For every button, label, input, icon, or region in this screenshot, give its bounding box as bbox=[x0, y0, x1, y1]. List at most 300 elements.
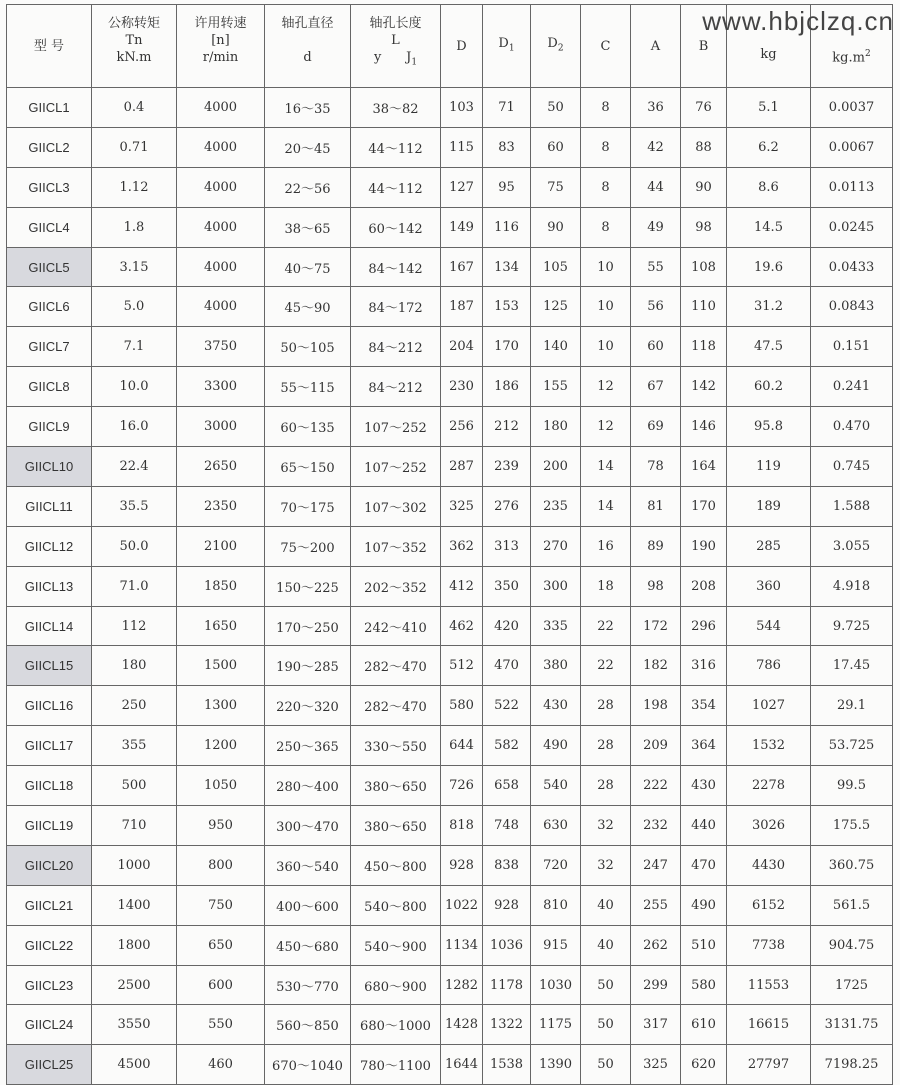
cell-b: 164 bbox=[681, 447, 727, 487]
cell-tn: 4500 bbox=[92, 1045, 177, 1085]
cell-d2: 140 bbox=[531, 327, 581, 367]
cell-tn: 50.0 bbox=[92, 526, 177, 566]
cell-d2: 200 bbox=[531, 447, 581, 487]
cell-b: 296 bbox=[681, 606, 727, 646]
cell-tn: 22.4 bbox=[92, 447, 177, 487]
cell-b: 142 bbox=[681, 367, 727, 407]
cell-d2: 75 bbox=[531, 167, 581, 207]
table-row bbox=[7, 486, 893, 526]
cell-d2: 300 bbox=[531, 566, 581, 606]
cell-d: 250～365 bbox=[265, 726, 351, 766]
table-row bbox=[7, 367, 893, 407]
header-D2: $D_2$ bbox=[531, 5, 581, 88]
cell-a: 60 bbox=[631, 327, 681, 367]
cell-tn: 35.5 bbox=[92, 486, 177, 526]
cell-a: 325 bbox=[631, 1045, 681, 1085]
cell-tn: 1.12 bbox=[92, 167, 177, 207]
cell-kgm2: 9.725 bbox=[811, 606, 893, 646]
cell-model: GIICL9 bbox=[7, 407, 92, 447]
cell-b: 146 bbox=[681, 407, 727, 447]
cell-c: 14 bbox=[581, 447, 631, 487]
cell-kg: 3026 bbox=[727, 806, 811, 846]
cell-kg: 47.5 bbox=[727, 327, 811, 367]
table-row bbox=[7, 845, 893, 885]
cell-b: 430 bbox=[681, 766, 727, 806]
cell-d1: 838 bbox=[483, 845, 531, 885]
header-B: B bbox=[681, 5, 727, 88]
cell-l: 202～352 bbox=[351, 566, 441, 606]
cell-kg: 786 bbox=[727, 646, 811, 686]
cell-d: 50～105 bbox=[265, 327, 351, 367]
cell-d: 300～470 bbox=[265, 806, 351, 846]
cell-d1: 582 bbox=[483, 726, 531, 766]
cell-kg: 31.2 bbox=[727, 287, 811, 327]
cell-tn: 112 bbox=[92, 606, 177, 646]
cell-kgm2: 99.5 bbox=[811, 766, 893, 806]
cell-d1: 276 bbox=[483, 486, 531, 526]
cell-d: 167 bbox=[441, 247, 483, 287]
cell-kgm2: 0.470 bbox=[811, 407, 893, 447]
table-row bbox=[7, 965, 893, 1005]
cell-d2: 630 bbox=[531, 806, 581, 846]
cell-b: 470 bbox=[681, 845, 727, 885]
table-row bbox=[7, 287, 893, 327]
cell-l: 450～800 bbox=[351, 845, 441, 885]
cell-d: 726 bbox=[441, 766, 483, 806]
cell-a: 198 bbox=[631, 686, 681, 726]
cell-d1: 170 bbox=[483, 327, 531, 367]
cell-tn: 10.0 bbox=[92, 367, 177, 407]
cell-b: 208 bbox=[681, 566, 727, 606]
cell-d: 325 bbox=[441, 486, 483, 526]
cell-kgm2: 0.0843 bbox=[811, 287, 893, 327]
cell-d: 1644 bbox=[441, 1045, 483, 1085]
cell-model: GIICL19 bbox=[7, 806, 92, 846]
cell-d2: 270 bbox=[531, 526, 581, 566]
cell-b: 620 bbox=[681, 1045, 727, 1085]
cell-c: 32 bbox=[581, 806, 631, 846]
cell-d: 530～770 bbox=[265, 965, 351, 1005]
cell-tn: 16.0 bbox=[92, 407, 177, 447]
cell-kg: 4430 bbox=[727, 845, 811, 885]
cell-c: 32 bbox=[581, 845, 631, 885]
table-row bbox=[7, 167, 893, 207]
cell-kgm2: 0.151 bbox=[811, 327, 893, 367]
cell-d: 65～150 bbox=[265, 447, 351, 487]
cell-d: 560～850 bbox=[265, 1005, 351, 1045]
cell-n: 4000 bbox=[177, 207, 265, 247]
cell-a: 98 bbox=[631, 566, 681, 606]
table-row bbox=[7, 247, 893, 287]
cell-d1: 1036 bbox=[483, 925, 531, 965]
cell-tn: 3.15 bbox=[92, 247, 177, 287]
cell-d: 75～200 bbox=[265, 526, 351, 566]
cell-kgm2: 0.0037 bbox=[811, 88, 893, 128]
cell-d1: 522 bbox=[483, 686, 531, 726]
table-row bbox=[7, 526, 893, 566]
cell-kgm2: 0.745 bbox=[811, 447, 893, 487]
cell-d: 55～115 bbox=[265, 367, 351, 407]
cell-b: 90 bbox=[681, 167, 727, 207]
cell-d: 1428 bbox=[441, 1005, 483, 1045]
cell-b: 88 bbox=[681, 127, 727, 167]
cell-tn: 500 bbox=[92, 766, 177, 806]
cell-c: 18 bbox=[581, 566, 631, 606]
cell-d: 512 bbox=[441, 646, 483, 686]
cell-b: 490 bbox=[681, 885, 727, 925]
cell-model: GIICL15 bbox=[7, 646, 92, 686]
cell-l: 38～82 bbox=[351, 88, 441, 128]
cell-model: GIICL18 bbox=[7, 766, 92, 806]
cell-model: GIICL16 bbox=[7, 686, 92, 726]
cell-model: GIICL22 bbox=[7, 925, 92, 965]
cell-tn: 180 bbox=[92, 646, 177, 686]
cell-n: 4000 bbox=[177, 127, 265, 167]
site-watermark: www.hbjclzq.cn bbox=[702, 6, 894, 36]
table-body bbox=[7, 88, 893, 1085]
cell-d1: 658 bbox=[483, 766, 531, 806]
cell-d1: 1538 bbox=[483, 1045, 531, 1085]
cell-b: 108 bbox=[681, 247, 727, 287]
cell-l: 107～352 bbox=[351, 526, 441, 566]
cell-a: 317 bbox=[631, 1005, 681, 1045]
cell-d: 22～56 bbox=[265, 167, 351, 207]
cell-tn: 3550 bbox=[92, 1005, 177, 1045]
cell-l: 107～252 bbox=[351, 407, 441, 447]
cell-l: 282～470 bbox=[351, 646, 441, 686]
cell-d1: 350 bbox=[483, 566, 531, 606]
cell-d2: 90 bbox=[531, 207, 581, 247]
cell-d2: 1390 bbox=[531, 1045, 581, 1085]
header-speed: 许用转速 [n] r/min bbox=[177, 5, 265, 88]
cell-d2: 1030 bbox=[531, 965, 581, 1005]
cell-c: 28 bbox=[581, 686, 631, 726]
cell-n: 3300 bbox=[177, 367, 265, 407]
cell-b: 440 bbox=[681, 806, 727, 846]
cell-l: 780～1100 bbox=[351, 1045, 441, 1085]
cell-model: GIICL6 bbox=[7, 287, 92, 327]
table-row bbox=[7, 606, 893, 646]
cell-d1: 239 bbox=[483, 447, 531, 487]
cell-n: 3750 bbox=[177, 327, 265, 367]
cell-l: 84～212 bbox=[351, 327, 441, 367]
cell-d: 149 bbox=[441, 207, 483, 247]
cell-d: 115 bbox=[441, 127, 483, 167]
cell-a: 67 bbox=[631, 367, 681, 407]
cell-b: 354 bbox=[681, 686, 727, 726]
cell-n: 1050 bbox=[177, 766, 265, 806]
cell-model: GIICL3 bbox=[7, 167, 92, 207]
header-bore-diameter: 轴孔直径 d bbox=[265, 5, 351, 88]
cell-tn: 355 bbox=[92, 726, 177, 766]
cell-l: 60～142 bbox=[351, 207, 441, 247]
cell-d: 230 bbox=[441, 367, 483, 407]
cell-d: 45～90 bbox=[265, 287, 351, 327]
cell-c: 8 bbox=[581, 167, 631, 207]
cell-kg: 119 bbox=[727, 447, 811, 487]
cell-model: GIICL12 bbox=[7, 526, 92, 566]
cell-d1: 95 bbox=[483, 167, 531, 207]
cell-d2: 155 bbox=[531, 367, 581, 407]
cell-c: 40 bbox=[581, 925, 631, 965]
table-row bbox=[7, 207, 893, 247]
cell-kgm2: 29.1 bbox=[811, 686, 893, 726]
cell-d: 818 bbox=[441, 806, 483, 846]
cell-b: 610 bbox=[681, 1005, 727, 1045]
cell-kg: 2278 bbox=[727, 766, 811, 806]
cell-b: 110 bbox=[681, 287, 727, 327]
cell-d1: 153 bbox=[483, 287, 531, 327]
cell-a: 56 bbox=[631, 287, 681, 327]
cell-b: 580 bbox=[681, 965, 727, 1005]
cell-c: 8 bbox=[581, 127, 631, 167]
cell-tn: 2500 bbox=[92, 965, 177, 1005]
cell-kgm2: 360.75 bbox=[811, 845, 893, 885]
cell-model: GIICL8 bbox=[7, 367, 92, 407]
cell-b: 364 bbox=[681, 726, 727, 766]
cell-kg: 6152 bbox=[727, 885, 811, 925]
table-row bbox=[7, 646, 893, 686]
cell-d1: 420 bbox=[483, 606, 531, 646]
cell-d: 20～45 bbox=[265, 127, 351, 167]
cell-d2: 490 bbox=[531, 726, 581, 766]
table-row bbox=[7, 726, 893, 766]
cell-kg: 14.5 bbox=[727, 207, 811, 247]
cell-l: 680～900 bbox=[351, 965, 441, 1005]
cell-b: 98 bbox=[681, 207, 727, 247]
cell-kgm2: 0.0245 bbox=[811, 207, 893, 247]
cell-kg: 285 bbox=[727, 526, 811, 566]
cell-kgm2: 0.0433 bbox=[811, 247, 893, 287]
cell-d: 150～225 bbox=[265, 566, 351, 606]
cell-n: 1200 bbox=[177, 726, 265, 766]
cell-a: 247 bbox=[631, 845, 681, 885]
header-torque: 公称转矩 Tn kN.m bbox=[92, 5, 177, 88]
header-mass: kg bbox=[727, 5, 811, 88]
cell-a: 262 bbox=[631, 925, 681, 965]
cell-kgm2: 175.5 bbox=[811, 806, 893, 846]
cell-d1: 83 bbox=[483, 127, 531, 167]
cell-d2: 60 bbox=[531, 127, 581, 167]
cell-a: 55 bbox=[631, 247, 681, 287]
header-D: D bbox=[441, 5, 483, 88]
cell-n: 4000 bbox=[177, 167, 265, 207]
header-inertia: $kg.m^2$ bbox=[811, 5, 893, 88]
cell-n: 4000 bbox=[177, 287, 265, 327]
cell-c: 10 bbox=[581, 247, 631, 287]
cell-kg: 1027 bbox=[727, 686, 811, 726]
cell-c: 8 bbox=[581, 88, 631, 128]
cell-model: GIICL1 bbox=[7, 88, 92, 128]
cell-kgm2: 0.0113 bbox=[811, 167, 893, 207]
cell-d1: 313 bbox=[483, 526, 531, 566]
cell-a: 299 bbox=[631, 965, 681, 1005]
cell-kgm2: 3131.75 bbox=[811, 1005, 893, 1045]
cell-d: 360～540 bbox=[265, 845, 351, 885]
cell-a: 36 bbox=[631, 88, 681, 128]
cell-a: 182 bbox=[631, 646, 681, 686]
cell-tn: 0.4 bbox=[92, 88, 177, 128]
cell-model: GIICL5 bbox=[7, 247, 92, 287]
cell-d1: 1178 bbox=[483, 965, 531, 1005]
cell-c: 50 bbox=[581, 965, 631, 1005]
cell-kgm2: 1725 bbox=[811, 965, 893, 1005]
cell-model: GIICL20 bbox=[7, 845, 92, 885]
cell-d: 362 bbox=[441, 526, 483, 566]
cell-b: 316 bbox=[681, 646, 727, 686]
cell-kgm2: 1.588 bbox=[811, 486, 893, 526]
table-row bbox=[7, 407, 893, 447]
cell-kg: 360 bbox=[727, 566, 811, 606]
table-row bbox=[7, 88, 893, 128]
cell-l: 44～112 bbox=[351, 127, 441, 167]
cell-n: 4000 bbox=[177, 247, 265, 287]
cell-d2: 1175 bbox=[531, 1005, 581, 1045]
cell-kg: 60.2 bbox=[727, 367, 811, 407]
cell-kg: 27797 bbox=[727, 1045, 811, 1085]
cell-l: 242～410 bbox=[351, 606, 441, 646]
cell-b: 190 bbox=[681, 526, 727, 566]
cell-model: GIICL25 bbox=[7, 1045, 92, 1085]
cell-d2: 430 bbox=[531, 686, 581, 726]
cell-c: 50 bbox=[581, 1005, 631, 1045]
cell-n: 650 bbox=[177, 925, 265, 965]
cell-kg: 19.6 bbox=[727, 247, 811, 287]
cell-kgm2: 0.0067 bbox=[811, 127, 893, 167]
header-A: A bbox=[631, 5, 681, 88]
cell-d: 670～1040 bbox=[265, 1045, 351, 1085]
cell-d: 187 bbox=[441, 287, 483, 327]
cell-d: 204 bbox=[441, 327, 483, 367]
cell-tn: 71.0 bbox=[92, 566, 177, 606]
cell-tn: 710 bbox=[92, 806, 177, 846]
coupling-spec-table bbox=[6, 4, 893, 1085]
cell-d1: 116 bbox=[483, 207, 531, 247]
cell-kgm2: 7198.25 bbox=[811, 1045, 893, 1085]
cell-tn: 0.71 bbox=[92, 127, 177, 167]
cell-d: 38～65 bbox=[265, 207, 351, 247]
cell-d2: 915 bbox=[531, 925, 581, 965]
cell-d1: 186 bbox=[483, 367, 531, 407]
cell-c: 28 bbox=[581, 726, 631, 766]
cell-b: 76 bbox=[681, 88, 727, 128]
cell-model: GIICL14 bbox=[7, 606, 92, 646]
cell-d: 220～320 bbox=[265, 686, 351, 726]
cell-n: 460 bbox=[177, 1045, 265, 1085]
cell-d2: 180 bbox=[531, 407, 581, 447]
cell-a: 89 bbox=[631, 526, 681, 566]
cell-l: 680～1000 bbox=[351, 1005, 441, 1045]
cell-l: 380～650 bbox=[351, 806, 441, 846]
cell-tn: 1800 bbox=[92, 925, 177, 965]
cell-kg: 6.2 bbox=[727, 127, 811, 167]
cell-kgm2: 3.055 bbox=[811, 526, 893, 566]
cell-model: GIICL23 bbox=[7, 965, 92, 1005]
cell-c: 12 bbox=[581, 367, 631, 407]
table-row bbox=[7, 327, 893, 367]
cell-n: 2350 bbox=[177, 486, 265, 526]
cell-d: 928 bbox=[441, 845, 483, 885]
cell-n: 600 bbox=[177, 965, 265, 1005]
table-row bbox=[7, 885, 893, 925]
cell-d: 644 bbox=[441, 726, 483, 766]
cell-tn: 1000 bbox=[92, 845, 177, 885]
cell-d2: 50 bbox=[531, 88, 581, 128]
cell-n: 1500 bbox=[177, 646, 265, 686]
cell-kgm2: 561.5 bbox=[811, 885, 893, 925]
cell-l: 282～470 bbox=[351, 686, 441, 726]
cell-c: 10 bbox=[581, 287, 631, 327]
cell-kg: 7738 bbox=[727, 925, 811, 965]
cell-n: 550 bbox=[177, 1005, 265, 1045]
cell-kgm2: 17.45 bbox=[811, 646, 893, 686]
cell-d: 1282 bbox=[441, 965, 483, 1005]
cell-b: 118 bbox=[681, 327, 727, 367]
cell-a: 255 bbox=[631, 885, 681, 925]
cell-a: 78 bbox=[631, 447, 681, 487]
cell-kg: 1532 bbox=[727, 726, 811, 766]
cell-n: 3000 bbox=[177, 407, 265, 447]
cell-n: 1300 bbox=[177, 686, 265, 726]
cell-l: 84～172 bbox=[351, 287, 441, 327]
cell-n: 1650 bbox=[177, 606, 265, 646]
cell-c: 50 bbox=[581, 1045, 631, 1085]
cell-c: 14 bbox=[581, 486, 631, 526]
cell-c: 10 bbox=[581, 327, 631, 367]
cell-l: 84～212 bbox=[351, 367, 441, 407]
cell-kgm2: 4.918 bbox=[811, 566, 893, 606]
cell-a: 209 bbox=[631, 726, 681, 766]
cell-l: 540～900 bbox=[351, 925, 441, 965]
table-row bbox=[7, 766, 893, 806]
cell-kg: 5.1 bbox=[727, 88, 811, 128]
cell-d: 40～75 bbox=[265, 247, 351, 287]
cell-d2: 540 bbox=[531, 766, 581, 806]
cell-d1: 470 bbox=[483, 646, 531, 686]
cell-d2: 335 bbox=[531, 606, 581, 646]
cell-l: 540～800 bbox=[351, 885, 441, 925]
cell-d: 256 bbox=[441, 407, 483, 447]
cell-d2: 720 bbox=[531, 845, 581, 885]
cell-a: 81 bbox=[631, 486, 681, 526]
cell-tn: 7.1 bbox=[92, 327, 177, 367]
cell-l: 44～112 bbox=[351, 167, 441, 207]
cell-d: 580 bbox=[441, 686, 483, 726]
cell-l: 84～142 bbox=[351, 247, 441, 287]
cell-a: 42 bbox=[631, 127, 681, 167]
cell-d: 103 bbox=[441, 88, 483, 128]
cell-n: 2100 bbox=[177, 526, 265, 566]
cell-model: GIICL10 bbox=[7, 447, 92, 487]
cell-n: 4000 bbox=[177, 88, 265, 128]
cell-b: 510 bbox=[681, 925, 727, 965]
cell-kgm2: 53.725 bbox=[811, 726, 893, 766]
cell-d: 170～250 bbox=[265, 606, 351, 646]
cell-d: 1134 bbox=[441, 925, 483, 965]
cell-kg: 11553 bbox=[727, 965, 811, 1005]
cell-b: 170 bbox=[681, 486, 727, 526]
cell-tn: 5.0 bbox=[92, 287, 177, 327]
cell-d2: 105 bbox=[531, 247, 581, 287]
cell-a: 172 bbox=[631, 606, 681, 646]
cell-d2: 125 bbox=[531, 287, 581, 327]
cell-d: 412 bbox=[441, 566, 483, 606]
cell-d2: 235 bbox=[531, 486, 581, 526]
cell-d: 400～600 bbox=[265, 885, 351, 925]
header-bore-length: 轴孔长度 L y $J_1$ bbox=[351, 5, 441, 88]
cell-model: GIICL4 bbox=[7, 207, 92, 247]
cell-d2: 810 bbox=[531, 885, 581, 925]
